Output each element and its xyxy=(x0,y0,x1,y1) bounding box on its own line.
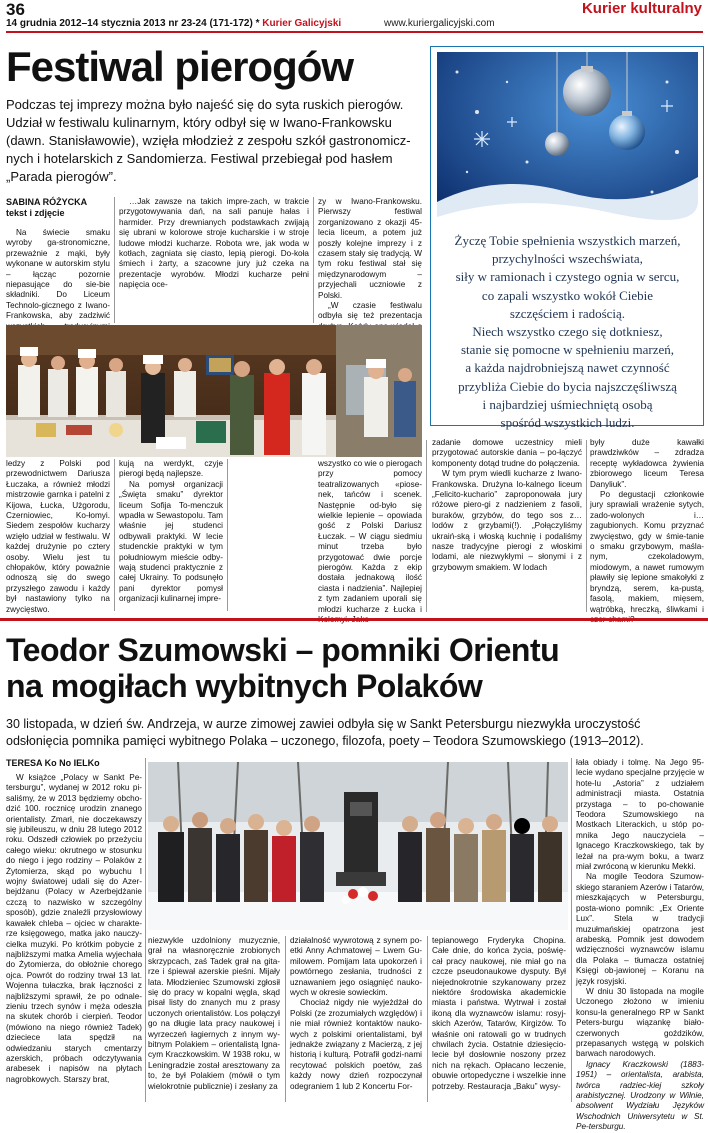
article2-author: TERESA Ko No IELKo xyxy=(6,758,100,768)
ceremony-photo xyxy=(148,762,568,930)
greeting-line: Życzę Tobie spełnienia wszystkich marzeń, xyxy=(454,233,681,248)
page-number: 36 xyxy=(6,0,25,19)
winter-ornaments-image xyxy=(437,52,698,232)
article1-paragraph: Na świecie smaku wyroby ga-stronomiczne, przeważnie z mąki, były wykonane w autorskim stylu – łącząc pozornie niepasujące do sie-bie składniki. Do Liceum Technolo-gicznego z Iwano-Frankowska, aby zadziwić xyxy=(6,228,110,321)
article1-author-note: tekst i zdjęcie xyxy=(6,208,65,218)
article1-column-3 xyxy=(318,197,422,323)
column-divider xyxy=(285,936,286,1102)
greeting-line: siły w ramionach i czystego ognia w sercu, xyxy=(455,269,680,285)
article2-column-2 xyxy=(148,936,280,1102)
article1-column-1 xyxy=(6,197,110,323)
greeting-line: i najbardziej uśmiechniętą osobą xyxy=(482,396,653,412)
column-divider xyxy=(145,758,146,1102)
article1-paragraph: zy w Iwano-Frankowsku. Pierwszy festiwal zorganizowano z okazji 45-lecia liceum, a potem już poszły kolejne imprezy i z czasem stały się tradycją. W tym roku festiwal stał się międzynarodowym – przyjechali uczniowie z Polski. xyxy=(318,197,422,300)
section-title: Kurier kulturalny xyxy=(581,0,702,17)
column-divider xyxy=(427,936,428,1102)
article1-paragraph: zadanie domowe uczestnicy mieli przygotować autorskie dania – po-łączyć komponenty dotąd trudne do połączenia. xyxy=(432,438,582,468)
paper-name: Kurier Galicyjski xyxy=(262,18,342,29)
article1-paragraph: „W czasie festiwalu odbyła się też prezentacja xyxy=(318,301,422,321)
greeting-line: szczęściem i radością. xyxy=(509,305,626,321)
ceremony-photo-image xyxy=(148,762,568,930)
column-divider xyxy=(586,440,587,612)
article2-title xyxy=(6,632,706,704)
article1-paragraph: Na pomysł organizacji „Święta smaku” dyrektor liceum Sofija To-menczuk wpadła w Sewastopolu. Tam właśnie jej studenci odbywali praktyki. W lecie studenckie praktyki w tym południowym mieście odby-wają studenci praktycznie z całej Ukrainy. To podsunęło pani dyrektor pomysł organizacji kulinarnej impre- xyxy=(119,479,223,604)
column-divider xyxy=(571,758,572,1102)
greeting-line: przybliża Ciebie do bycia najszczęśliwszą xyxy=(458,378,677,394)
column-divider xyxy=(114,197,115,323)
column-divider xyxy=(114,459,115,611)
article1-paragraph: były duże kawałki prawdziwków – zdradza receptę wykładowca żywienia zbiorowego liceum Teresa Danyliuk”. xyxy=(590,438,704,489)
column-divider xyxy=(426,440,427,612)
header-rule xyxy=(6,31,703,33)
article1-paragraph: kują na werdykt, czyje pierogi będą najlepsze. xyxy=(119,459,223,479)
greeting-line: co zapali wszystko wokół Ciebie xyxy=(481,287,654,303)
article1-column-4 xyxy=(432,438,582,614)
article1-column-5 xyxy=(590,438,704,614)
article2-lead: 30 listopada, w dzień św. Andrzeja, w aurze zimowej zawiei odbyła się w Sankt Petersburgu niezwykła uroczystość odsłonięcia pomnika pamięci wybitnego Polaka – uczonego, filozofa, poety – Teodora Szumowskiego (1913–2012). xyxy=(6,717,644,748)
greeting-line: a każda najdrobniejszą nawet czynność xyxy=(465,360,670,376)
article1-paragraph: ledzy z Polski pod przewodnictwem Dariusza Łuczaka, a również młodzi mistrzowie garnka i patelni z Kijowa, Łucka, Użgorodu, Czerniowiec, Ko-łomyi. Siedem zespołów kucharzy wzięło udział w festiwalu. W każdej drużynie po cztery osoby. Wielu jest tu chłopaków, który poważnie odnoszą się do swego przyszłego zawodu i każdy był nastawiony tylko na zwycięstwo. xyxy=(6,459,110,614)
article2-paragraph: W książce „Polacy w Sankt Pe-tersburgu”, wydanej w 2012 roku pi-saliśmy, że w 2013 będziemy obcho-dzić 100. rocznicę urodzin znanego orientalisty. Zmarł, nie doczekawszy się jubileuszu, w dniu 28 lutego 2012 roku. Odszedł człowiek po przeżyciu całego wieku: okrutnego w stosunku do niego i jego rodziny – Polaków z Żytomierza, skąd po wybuchu I wojny światowej udali się do Azer-bejdżanu (Polacy w Azerbejdżanie czczą to nazwisko w szczególny sposób), gdzie znaleźli przysłowiowy kawałek chleba – ojciec w charakte-rze księgowego, matka jako nauczy-cielka muzyki. Po krótkim pobycie z najbliższymi matka Amelia wyjechała do Żytomierza, do obłożnie chorego ojca. Powrót do rodziny trwał 13 lat. Wojenna tułaczka, brak łączności z najbliższymi sprawił, że po odnale-zieniu trzech synów i męża odeszła na skutek chorób i cierpień. Teodor (mówiono na niego również Tadek) dzieciece lata spędził na odwiedzaniu starych cmentarzy azerskich, próbach odczytywania arabesek i napisów na płytach nagrobkowych. Starszy brat, xyxy=(6,773,142,1084)
greeting-winter-image xyxy=(437,52,698,232)
greeting-line: przychylności wszechświata, xyxy=(492,251,643,267)
article2-column-4 xyxy=(432,936,566,1102)
article1-column-2 xyxy=(119,197,309,323)
article2-column-5 xyxy=(576,758,704,1132)
article2-paragraph: łała obiady i tolmę. Na Jego 95-lecie wydano specjalne przyjęcie w hote-lu „Astoria” z udziałem administracji miasta. Ostatnia przystaga – to po-chowanie Teodora Szumowskiego na Mostkach Literackich, u stóp po-mnika Jego nauczyciela – Ignacego Kraczkowskiego, tak by leżał na pra-wym boku, a twarz miał zwróconą w kierunku Mekki. xyxy=(576,758,704,872)
issue-line xyxy=(6,18,341,29)
article1-column-3b xyxy=(318,459,422,614)
article2-paragraph: niezwykle uzdolniony muzycznie, grał na własnoręcznie zrobionych skrzypcach, zaś Tadek grał na gita-rze i śpiewał azerskie pieśni. Mijały lata. Młodzieniec Szumowski zgłosił się do pracy w kopalni węgla, skąd pisał listy do znanych mu z prasy uczonych orientalistów. Los połączył go na długie lata pracy naukowej i wyrzeczeń łagiernych z innym wy-bitnym Polakiem – orientalistą Igna-cym Kraczkowskim. W 1938 roku, w Leningradzie został aresztowany za to, że był Polakiem (mówił o tym wielokrotnie publicznie) i zesłany za xyxy=(148,936,280,1091)
greeting-line: stanie się pomocne w spełnieniu marzeń, xyxy=(461,342,674,358)
festival-photo xyxy=(6,325,422,457)
article1-lead: Podczas tej imprezy można było najeść się do syta ruskich pierogów. Udział w festiwalu kulinarnym, który odbył się w Iwano-Frankowsku (dawn. Stanisławowie), wzięła młodzież z zespołu szkół gastronomicz-nych i hotelarskich z Sandomierza. Festiwal przebiegał pod hasłem „Parada pierogów”. xyxy=(6,97,411,184)
article2-paragraph: działalność wywrotową z synem po-etki Anny Achmatowej – Lwem Gu-milowem. Pomijam lata upokorzeń i powtórnego zesłania, trudności z uznawaniem jego osiągnięć nauko-wych w okresie sowieckim. xyxy=(290,936,422,998)
column-divider xyxy=(313,197,314,323)
article2-paragraph: Na mogile Teodora Szumow-skiego staraniem Azerów i Tatarów, mieszkających w Petersburgu, posta-wiono pomnik: „Ex Oriente Lux”. Stela w tradycji muzułmańskiej opatrzona jest arabeską. Pomnik jest dowodem wdzięczności wyznawców islamu dla Polaka – tłumacza ostatniej Księgi ob-jawionej – Koranu na język rosyjski. xyxy=(576,872,704,986)
article2-title-line: Teodor Szumowski – pomniki Orientu xyxy=(6,632,560,668)
festival-photo-image xyxy=(6,325,422,457)
greeting-line: Niech wszystko czego się dotkniesz, xyxy=(472,324,663,340)
greeting-line: spośród wszystkich ludzi. xyxy=(500,415,635,431)
article2-column-3 xyxy=(290,936,422,1102)
article2-title-line: na mogiłach wybitnych Polaków xyxy=(6,668,483,704)
article2-paragraph: tepianowego Fryderyka Chopina. Całe dnie, do końca życia, poświę-cał pracy naukowej, nie miał go na czcze pseudonaukowe dysputy. Był niejednokrotnie szykanowany przez niektóre środowiska akademickie miasta i państwa. Wytrwał i został ikoną dla wyznawców islamu: rosyj-skich Azerów, Tatarów, Kirgizów. To właśnie oni ratowali go w trudnych chwilach życia. Ostatnie dziesięcio-lecie był dosłownie noszony przez nich na rękach. Opłacano leczenie, obuwie ortopedyczne i wszelkie inne potrzeby. Restauracja „Baku” wysy- xyxy=(432,936,566,1091)
article2-column-1 xyxy=(6,758,142,1102)
column-divider xyxy=(227,459,228,611)
article1-column-1b xyxy=(6,459,110,614)
article1-paragraph: Po degustacji członkowie jury sprawiali wrażenie sytych, zado-wolonych i… zagubionych. Komu przyznać zwycięstwo, gdy w śmie-tanie o smaku grzybowym, maśla-nym, czekoladowym, miodowym, a nawet rumowym pławiły się lepione smakołyki z bryndzą, serem, ka-pustą, fasolą, makiem, mięsem, wątróbką, hreczką, śliwkami i xyxy=(590,490,704,614)
article1-paragraph: …Jak zawsze na takich impre-zach, w trakcie przygotowywania dań, na sali panuje hałas i harmider. Przy drewnianych podstawkach zwijają się ubrani w kolorowe stroje kucharskie i w stroje ludowe młodzi kucharze. Robota wre, jak woda w kotłach, zagniata się ciasto, lepią pierogi. Do-koła śmiech i żarty, a szacowne jury już czeka na prezentacje wyrobów. Młodzi kucharze pełni napięcia oce- xyxy=(119,197,309,290)
article1-column-2b xyxy=(119,459,223,611)
article2-paragraph: W dniu 30 listopada na mogile Uczonego złożono w imieniu konsu-la generalnego RP w Sankt Peters-burgu wiązankę biało-czerwonych goździków, przepasanych wstęgą w polskich barwach narodowych. xyxy=(576,986,704,1059)
article-separator xyxy=(0,618,708,621)
article2-footnote: Ignacy Kraczkowski (1883-1951) – orientalista, arabista, twórca radziec-kiej szkoły arabistycznej. Urodzony w Wilnie, absolwent Wydziału Języków Wschodnich Uniwersytetu w St. Pe-tersburgu. xyxy=(576,1059,704,1132)
article1-paragraph: W tym prym wiedli kucharze z Iwano-Frankowska. Drużyna lo-kalnego liceum „Felicito-kuchario” zaproponowała jury różowe piero-gi z nadzieniem z fasoli, buraków, grzybów, do tego sos z… lodów z grzybami(!). „Połączyliśmy ukraiń-ską i włoską kuchnię i podaliśmy nasze tradycyjne pierogi z włoskimi lodami, ale niezwykłymi – słonymi i z grzybowym smakiem. W lodach xyxy=(432,469,582,572)
article1-title: Festiwal pierogów xyxy=(6,43,354,90)
article2-paragraph: Chociaż nigdy nie wyjeżdżał do Polski (ze zrozumiałych względów) i nie miał również kontaktów nauko-wych z polskimi orientalistami, był jednakże związany z Macierzą, z jej historią i kulturą. Potrafił godzi-nami recytować polskich poetów, zaś każdy nowy dzień rozpoczynał odegraniem 1 lub 2 Koncertu For- xyxy=(290,998,422,1091)
issue-date: 14 grudnia 2012–14 stycznia 2013 nr 23-24 (171-172) * xyxy=(6,18,260,29)
article1-paragraph: wszystko co wie o pierogach przy pomocy teatralizowanych «piose-nek, tańców i scenek. Następnie od-było się wielkie lepienie – opowiada gość z Polski Dariusz Łuczak. – W ciągu siedmiu minut trzeba było przygotować dwie porcje pierogów. Każda z ekip dostała jednakową ilość ciasta i nadzienia”. Najlepiej z tym zadaniem uporali się młodzi kucharze z Łucka i xyxy=(318,459,422,614)
paper-url[interactable]: www.kuriergalicyjski.com xyxy=(384,18,495,29)
article1-author: SABINA RÓŻYCKA xyxy=(6,197,88,207)
greeting-text xyxy=(437,232,698,432)
